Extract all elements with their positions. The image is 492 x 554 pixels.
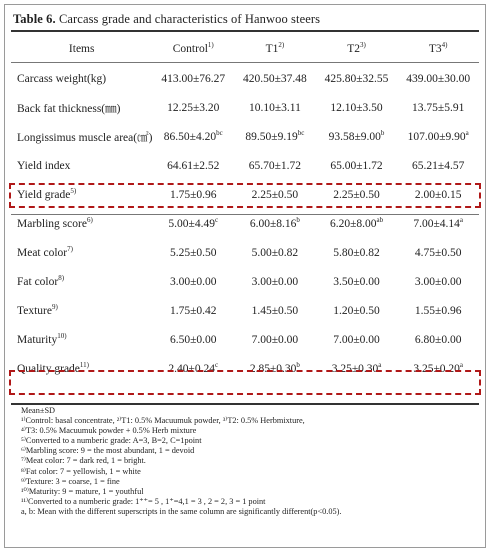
- value-cell: 64.61±2.52: [167, 159, 220, 172]
- table-footnotes: [21, 406, 341, 517]
- value-cell: 413.00±76.27: [161, 72, 226, 85]
- value-cell: 65.00±1.72: [330, 159, 383, 172]
- value-cell: 65.70±1.72: [248, 159, 302, 172]
- value-cell: 7.00±0.00: [333, 333, 380, 346]
- bottom-rule: [11, 403, 479, 405]
- footnote-line: Mean±SD: [21, 406, 56, 415]
- value-cell: 6.00±8.16$^b$: [249, 215, 300, 230]
- value-cell: 2.25±0.50: [251, 188, 299, 201]
- value-cell: 86.50±4.20$^{bc}$: [163, 128, 223, 143]
- table-row: [11, 296, 479, 325]
- footnote-line: ⁹⁾Texture: 3 = coarse, 1 = fine: [21, 476, 120, 486]
- value-cell: 2.85±0.30$^b$: [249, 360, 300, 375]
- row-label: Texture$^{9)}$: [17, 302, 58, 317]
- footnote-line: ⁵⁾Converted to a numberic grade: A=3, B=2, C=1point: [21, 436, 202, 446]
- footnote-line: a, b: Mean with the different superscripts in the same column are significantly different(p<0.05).: [21, 506, 342, 516]
- header-row: [11, 34, 479, 64]
- header-items: Items: [68, 43, 95, 55]
- table-row: [11, 64, 479, 93]
- table-figure: [4, 4, 486, 548]
- header-control: Control$^{1)}$: [172, 41, 214, 55]
- value-cell: 3.00±0.00: [169, 275, 217, 288]
- row-label: Meat color$^{7)}$: [17, 244, 73, 259]
- value-cell: 7.00±0.00: [251, 333, 299, 346]
- table-caption: Carcass grade and characteristics of Hanwoo steers: [58, 12, 321, 26]
- row-label: Yield grade$^{5)}$: [17, 186, 77, 201]
- value-cell: 439.00±30.00: [406, 72, 471, 85]
- value-cell: 1.45±0.50: [251, 304, 299, 317]
- table-row: [11, 151, 479, 180]
- header-rule: [11, 62, 479, 63]
- value-cell: 12.25±3.20: [167, 101, 220, 114]
- data-table: [11, 34, 479, 383]
- table-label: Table 6.: [13, 12, 56, 26]
- row-label: Back fat thickness(㎜): [17, 102, 121, 115]
- header-t2: T2$^{3)}$: [347, 41, 366, 55]
- table-row: [11, 122, 479, 151]
- table-body: [11, 64, 479, 383]
- value-cell: 89.50±9.19$^{bc}$: [245, 128, 305, 143]
- value-cell: 2.00±0.15: [414, 188, 462, 201]
- value-cell: 6.50±0.00: [169, 333, 217, 346]
- row-label: Carcass weight(kg): [17, 72, 107, 85]
- table-row: [11, 93, 479, 122]
- table-title: [13, 12, 320, 27]
- row-label: Longissimus muscle area(㎠): [17, 131, 153, 144]
- value-cell: 4.75±0.50: [414, 246, 462, 259]
- value-cell: 93.58±9.00$^b$: [328, 128, 385, 143]
- footnote-line: ¹⁾Control: basal concentrate, ²⁾T1: 0.5% Macuumuk powder, ³⁾T2: 0.5% Herbmixture,: [21, 416, 305, 426]
- value-cell: 1.55±0.96: [414, 304, 462, 317]
- section-rule: [11, 214, 479, 215]
- row-label: Maturity$^{10)}$: [17, 331, 67, 346]
- value-cell: 6.80±0.00: [414, 333, 462, 346]
- value-cell: 2.40±0.24$^c$: [168, 360, 219, 375]
- value-cell: 5.00±0.82: [251, 246, 299, 259]
- footnote-line: ⁴⁾T3: 0.5% Macuumuk powder + 0.5% Herb mixture: [21, 426, 197, 436]
- footnote-line: ¹⁰⁾Maturity: 9 = mature, 1 = youthful: [21, 486, 144, 496]
- footnote-line: ⁸⁾Fat color: 7 = yellowish, 1 = white: [21, 466, 141, 476]
- value-cell: 65.21±4.57: [412, 159, 465, 172]
- table-header: [11, 34, 479, 64]
- value-cell: 5.00±4.49$^c$: [168, 215, 219, 230]
- value-cell: 13.75±5.91: [412, 101, 465, 114]
- table-row: [11, 238, 479, 267]
- value-cell: 3.25±0.20$^a$: [413, 360, 463, 375]
- header-t3: T3$^{4)}$: [428, 41, 448, 55]
- top-rule: [11, 30, 479, 32]
- row-label: Fat color$^{8)}$: [17, 273, 65, 288]
- row-label: Yield index: [17, 159, 71, 172]
- value-cell: 425.80±32.55: [324, 72, 389, 85]
- value-cell: 3.00±0.00: [414, 275, 462, 288]
- row-label: Quality grade$^{11)}$: [17, 360, 89, 375]
- footnote-line: ⁷⁾Meat color: 7 = dark red, 1 = bright.: [21, 456, 146, 466]
- footnote-line: ⁶⁾Marbling score: 9 = the most abundant, 1 = devoid: [21, 446, 195, 456]
- header-t1: T1$^{2)}$: [265, 41, 285, 55]
- footnote-line: ¹¹⁾Converted to a numberic grade: 1⁺⁺= 5 , 1⁺=4,1 = 3 , 2 = 2, 3 = 1 point: [21, 496, 266, 506]
- value-cell: 7.00±4.14$^a$: [413, 215, 463, 230]
- row-label: Marbling score$^{6)}$: [17, 215, 93, 230]
- value-cell: 5.80±0.82: [333, 246, 380, 259]
- value-cell: 3.00±0.00: [251, 275, 299, 288]
- value-cell: 2.25±0.50: [333, 188, 380, 201]
- value-cell: 12.10±3.50: [330, 101, 383, 114]
- yield-grade-highlight: [9, 183, 481, 208]
- value-cell: 6.20±8.00$^{ab}$: [329, 215, 384, 230]
- value-cell: 420.50±37.48: [242, 72, 307, 85]
- value-cell: 1.75±0.42: [169, 304, 217, 317]
- value-cell: 5.25±0.50: [169, 246, 217, 259]
- value-cell: 107.00±9.90$^a$: [407, 128, 469, 143]
- table-row: [11, 267, 479, 296]
- value-cell: 3.25±0.30$^a$: [331, 360, 382, 375]
- value-cell: 1.75±0.96: [169, 188, 217, 201]
- value-cell: 10.10±3.11: [248, 101, 301, 114]
- quality-grade-highlight: [9, 370, 481, 395]
- value-cell: 1.20±0.50: [333, 304, 380, 317]
- table-row: [11, 325, 479, 354]
- value-cell: 3.50±0.00: [333, 275, 380, 288]
